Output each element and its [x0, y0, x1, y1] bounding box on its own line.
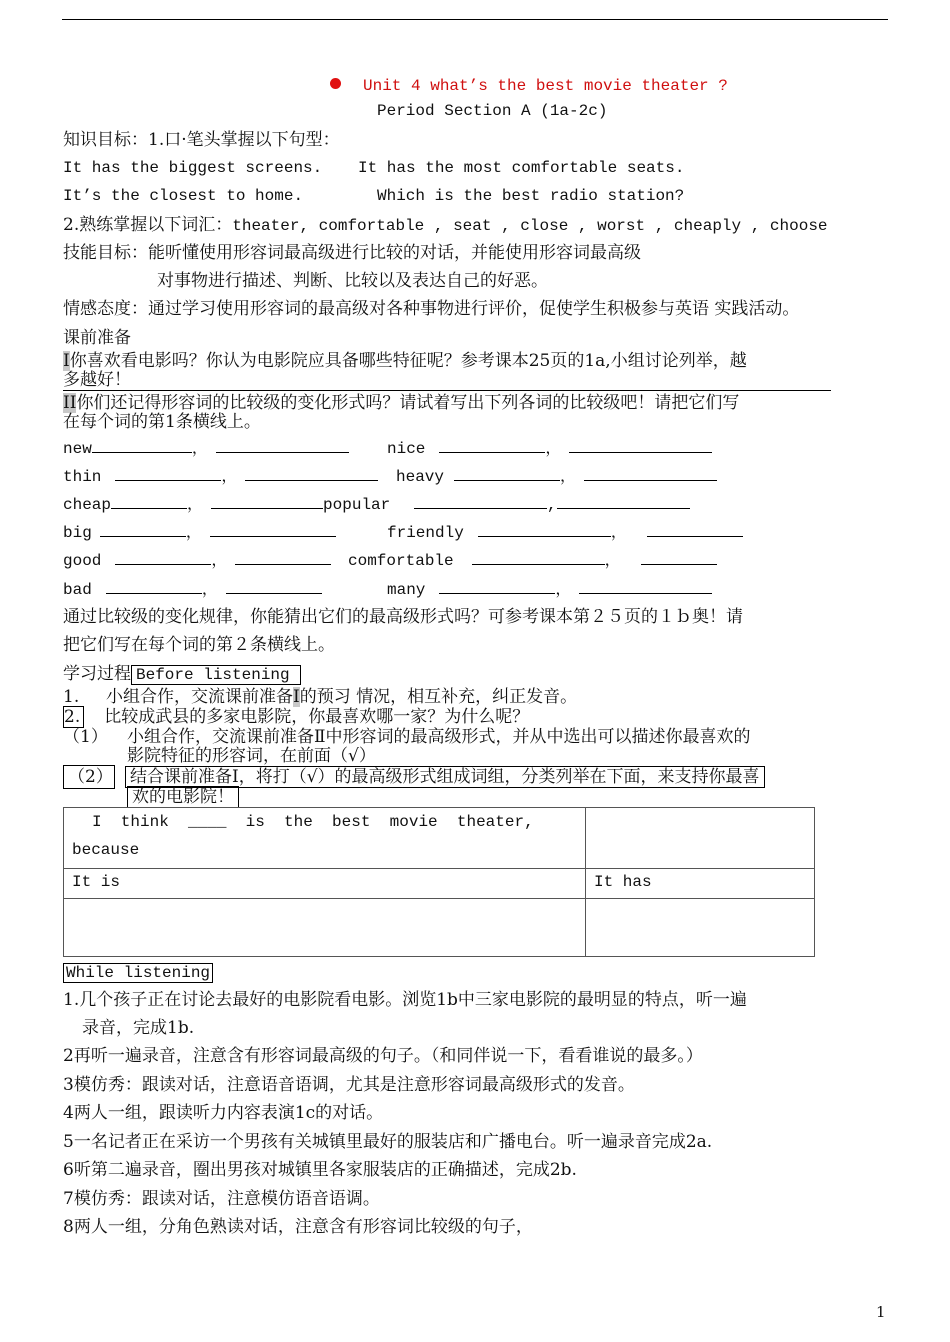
blank-field[interactable]: [454, 465, 560, 481]
word-row-2: thin ，: [63, 465, 378, 488]
b2b-line1: 结合课前准备Ⅰ，将打（√）的最高级形式组成词组，分类列举在下面，来支持你最喜: [125, 766, 765, 788]
while-listening-label: While listening: [63, 963, 213, 983]
unit-title: [330, 75, 728, 97]
vocab-label: 2.熟练掌握以下词汇：: [63, 215, 233, 235]
blank-field[interactable]: [439, 437, 545, 453]
word-row-5: good ，: [63, 549, 331, 572]
blank-field[interactable]: [579, 578, 712, 594]
blank-field[interactable]: [111, 493, 187, 509]
blank-field[interactable]: [414, 493, 547, 509]
process-label: 学习过程: [63, 664, 131, 684]
q1-mark: I: [63, 351, 70, 371]
empty-cell[interactable]: [586, 808, 815, 869]
word-comfortable: comfortable: [348, 552, 454, 570]
word-row-1b: nice ，: [387, 437, 712, 460]
word-heavy: heavy: [396, 468, 445, 486]
word-row-4b: friendly ，: [387, 521, 743, 544]
item-number: （2）: [63, 765, 115, 789]
while-item-7: 7模仿秀：跟读对话，注意模仿语音语调。: [63, 1189, 380, 1209]
sentence-1: It has the biggest screens.: [63, 159, 323, 177]
word-big: big: [63, 524, 92, 542]
blank-field[interactable]: [235, 549, 331, 565]
blank-field[interactable]: [584, 465, 717, 481]
word-popular: popular: [323, 496, 391, 514]
b1-mark: I: [293, 687, 300, 707]
blank-field[interactable]: [115, 549, 211, 565]
word-row-5b: comfortable ，: [348, 549, 717, 572]
superlative-note-2: 把它们写在每个词的第２条横线上。: [63, 635, 335, 655]
vocab-line: [63, 214, 828, 237]
before-item-2: [63, 706, 529, 728]
it-is-label: It is: [72, 873, 121, 891]
blank-field[interactable]: [211, 493, 323, 509]
blank-field[interactable]: [115, 465, 221, 481]
word-row-4: big ，: [63, 521, 336, 544]
blank-field[interactable]: [439, 578, 555, 594]
while-item-8: 8两人一组，分角色熟读对话，注意含有形容词比较级的句子，: [63, 1217, 533, 1237]
word-friendly: friendly: [387, 524, 464, 542]
b1-text-a: 小组合作，交流课前准备: [106, 687, 293, 707]
item-number: 1.: [63, 687, 80, 707]
answer-cell-right[interactable]: [586, 899, 815, 957]
word-good: good: [63, 552, 102, 570]
blank-field[interactable]: [641, 549, 717, 565]
sentence-3: It’s the closest to home.: [63, 187, 304, 205]
word-new: new: [63, 440, 92, 458]
period-subtitle: Period Section A (1a-2c): [377, 102, 608, 120]
while-item-6: 6听第二遍录音，圈出男孩对城镇里各家服装店的正确描述，完成2b.: [63, 1160, 577, 1180]
emotion-objective: 情感态度：通过学习使用形容词的最高级对各种事物进行评价，促使学生积极参与英语 实践活动。: [63, 299, 800, 319]
because-label: because: [72, 841, 140, 859]
blank-field[interactable]: [245, 465, 378, 481]
b2a-line2: 影院特征的形容词，在前面（√）: [127, 746, 376, 766]
reason-sentence: I think ____ is the best movie theater,: [92, 813, 534, 831]
page-number: 1: [876, 1303, 886, 1321]
sentence-2: It has the most comfortable seats.: [358, 159, 685, 177]
while-heading: [63, 962, 213, 984]
top-rule: [62, 19, 888, 20]
process-heading: [63, 663, 301, 686]
vocab-list: theater, comfortable , seat , close , worst , cheaply , choose: [232, 217, 828, 235]
superlative-note-1: 通过比较级的变化规律，你能猜出它们的最高级形式吗？可参考课本第２５页的１ｂ奥！请: [63, 607, 743, 627]
word-row-3: cheap ， popular: [63, 493, 390, 516]
item-number: （1）: [63, 727, 108, 747]
b1-text-b: 的预习 情况，相互补充，纠正发音。: [299, 687, 578, 707]
sentence-4: Which is the best radio station?: [377, 187, 685, 205]
skill-objective-1: 技能目标：能听懂使用形容词最高级进行比较的对话，并能使用形容词最高级: [63, 243, 641, 263]
answer-cell-left[interactable]: [64, 899, 586, 957]
blank-field[interactable]: [106, 578, 202, 594]
word-row-1: new ，: [63, 437, 349, 460]
b2b-line2: [127, 786, 239, 808]
q1-line2: 多越好！: [63, 370, 831, 391]
blank-field[interactable]: [569, 437, 712, 453]
it-is-cell[interactable]: [64, 869, 586, 899]
prep-question-1: [63, 350, 747, 372]
blank-field[interactable]: [478, 521, 611, 537]
blank-field[interactable]: [100, 521, 186, 537]
word-row-3b: ,: [414, 493, 690, 516]
knowledge-objective: 知识目标：1.口·笔头掌握以下句型：: [63, 130, 340, 150]
b2-text: 比较成武县的多家电影院，你最喜欢哪一家？为什么呢？: [104, 707, 530, 727]
b2a-line1: 小组合作，交流课前准备Ⅱ中形容词的最高级形式，并从中选出可以描述你最喜欢的: [127, 727, 751, 747]
blank-field[interactable]: [472, 549, 605, 565]
word-cheap: cheap: [63, 496, 112, 514]
while-item-1-line2: 录音，完成1b.: [82, 1018, 195, 1038]
while-item-4: 4两人一组，跟读听力内容表演1c的对话。: [63, 1103, 384, 1123]
it-has-cell[interactable]: [586, 869, 815, 899]
it-has-label: It has: [594, 873, 652, 891]
item-number: 2.: [63, 706, 84, 728]
while-item-3: 3模仿秀：跟读对话，注意语音语调，尤其是注意形容词最高级形式的发音。: [63, 1075, 635, 1095]
while-item-1: 1.几个孩子正在讨论去最好的电影院看电影。浏览1b中三家电影院的最明显的特点，听一遍: [63, 990, 747, 1010]
q2-mark: II: [63, 393, 77, 413]
q1-line1: 你喜欢看电影吗？你认为电影院应具备哪些特征呢？参考课本25页的1a,小组讨论列举，越: [69, 351, 747, 371]
before-item-1: [63, 686, 577, 708]
blank-field[interactable]: [557, 493, 690, 509]
blank-field[interactable]: [210, 521, 336, 537]
word-row-2b: heavy ，: [396, 465, 717, 488]
skill-objective-2: 对事物进行描述、判断、比较以及表达自己的好恶。: [157, 271, 548, 291]
unit-title-text: Unit 4 what’s the best movie theater ?: [363, 77, 728, 95]
word-nice: nice: [387, 440, 426, 458]
word-row-6b: many ，: [387, 578, 712, 601]
while-item-2: 2再听一遍录音，注意含有形容词最高级的句子。（和同伴说一下，看看谁说的最多。）: [63, 1046, 703, 1066]
q2-line2: 在每个词的第1条横线上。: [63, 412, 261, 432]
word-row-6: bad ，: [63, 578, 322, 601]
word-bad: bad: [63, 581, 92, 599]
while-item-5: 5一名记者正在采访一个男孩有关城镇里最好的服装店和广播电台。听一遍录音完成2a.: [63, 1132, 713, 1152]
favorite-theater-table: [63, 807, 815, 957]
blank-field[interactable]: [226, 578, 322, 594]
word-many: many: [387, 581, 426, 599]
blank-field[interactable]: [647, 521, 743, 537]
blank-field[interactable]: [216, 437, 349, 453]
q2-line1: 你们还记得形容词的比较级的变化形式吗？请试着写出下列各词的比较级吧！请把它们写: [76, 393, 740, 413]
blank-field[interactable]: [92, 437, 192, 453]
word-thin: thin: [63, 468, 102, 486]
reason-cell[interactable]: [64, 808, 586, 869]
prep-heading: 课前准备: [63, 328, 131, 348]
b2b-line2-text: 欢的电影院！: [127, 786, 239, 808]
bullet-icon: [330, 78, 341, 89]
before-listening-label: Before listening: [131, 665, 301, 685]
